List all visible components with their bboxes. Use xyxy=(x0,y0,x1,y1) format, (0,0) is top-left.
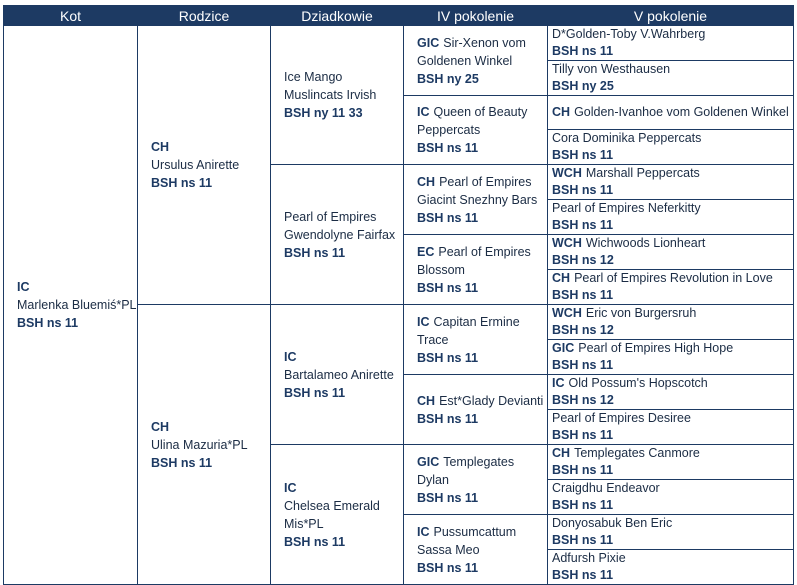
cat-cell xyxy=(4,26,138,585)
gen5-name: Donyosabuk Ben Eric xyxy=(552,516,673,530)
gen5-name: Marshall Peppercats xyxy=(585,166,700,180)
gen5-cell xyxy=(548,515,794,550)
gen5-cell xyxy=(548,270,794,305)
gen5-name: D*Golden-Toby V.Wahrberg xyxy=(552,27,706,41)
breed-code: BSH ny 25 xyxy=(552,79,614,93)
gen4-name: Pearl of Empires Giacint Snezhny Bars xyxy=(417,174,538,207)
breed-code: BSH ns 11 xyxy=(417,350,479,365)
breed-code: BSH ns 11 xyxy=(417,210,479,225)
title-badge: EC xyxy=(417,244,435,259)
gen5-cell xyxy=(548,410,794,445)
breed-code: BSH ns 11 xyxy=(284,385,346,400)
breed-code: BSH ns 12 xyxy=(552,393,614,407)
gen5-name: Pearl of Empires Desiree xyxy=(552,411,691,425)
title-badge: GIC xyxy=(417,454,440,469)
breed-code: BSH ns 11 xyxy=(284,534,346,549)
gen5-name: Pearl of Empires Revolution in Love xyxy=(574,271,773,285)
gen5-name: Cora Dominika Peppercats xyxy=(552,131,702,145)
title-badge: IC xyxy=(284,349,297,364)
title-badge: IC xyxy=(417,105,430,119)
gen5-cell xyxy=(548,96,794,130)
breed-code: BSH ns 11 xyxy=(552,358,614,372)
gen4-name: Sir-Xenon vom Goldenen Winkel xyxy=(417,35,526,68)
gen5-cell xyxy=(548,305,794,340)
gen5-cell xyxy=(548,375,794,410)
grandparent-name: Chelsea Emerald Mis*PL xyxy=(284,498,380,531)
header-row xyxy=(4,6,794,26)
title-badge: IC xyxy=(552,376,565,390)
gen5-name: Wichwoods Lionheart xyxy=(585,236,706,250)
parent-cell-dam xyxy=(138,305,271,585)
gen4-name: Templegates Dylan xyxy=(417,454,515,487)
gen4-cell xyxy=(404,26,548,96)
parent-name: Ulina Mazuria*PL xyxy=(151,437,248,452)
gen5-cell xyxy=(548,61,794,96)
gen5-name: Old Possum's Hopscotch xyxy=(568,376,708,390)
title-badge: WCH xyxy=(552,306,582,320)
header-gen5: V pokolenie xyxy=(548,6,794,26)
grandparent-name: Bartalameo Anirette xyxy=(284,367,394,382)
gen5-name: Golden-Ivanhoe vom Goldenen Winkel xyxy=(574,105,789,119)
gen4-cell xyxy=(404,165,548,235)
gen5-name: Craigdhu Endeavor xyxy=(552,481,660,495)
grandparent-cell xyxy=(271,26,404,165)
gen5-cell xyxy=(548,235,794,270)
breed-code: BSH ns 12 xyxy=(552,253,614,267)
breed-code: BSH ns 11 xyxy=(552,288,614,302)
cat-name: Marlenka Bluemiś*PL xyxy=(17,298,137,312)
breed-code: BSH ns 11 xyxy=(552,498,614,512)
gen5-cell xyxy=(548,445,794,480)
title-badge: CH xyxy=(417,393,436,408)
gen5-name: Pearl of Empires Neferkitty xyxy=(552,201,701,215)
title-badge: IC xyxy=(417,314,430,329)
grandparent-name: Pearl of Empires Gwendolyne Fairfax xyxy=(284,209,396,242)
breed-code: BSH ns 11 xyxy=(552,463,614,477)
breed-code: BSH ns 11 xyxy=(151,176,213,190)
breed-code: BSH ns 11 xyxy=(552,148,614,162)
gen5-name: Tilly von Westhausen xyxy=(552,62,671,76)
gen5-cell xyxy=(548,165,794,200)
breed-code: BSH ns 11 xyxy=(417,560,479,575)
gen5-cell xyxy=(548,200,794,235)
title-badge: WCH xyxy=(552,236,582,250)
gen4-name: Capitan Ermine Trace xyxy=(417,314,520,347)
header-grandparents: Dziadkowie xyxy=(271,6,404,26)
breed-code: BSH ns 11 xyxy=(284,245,346,260)
header-gen4: IV pokolenie xyxy=(404,6,548,26)
gen4-cell xyxy=(404,96,548,165)
breed-code: BSH ny 11 33 xyxy=(284,106,363,120)
parent-name: Ursulus Anirette xyxy=(151,158,240,172)
breed-code: BSH ns 11 xyxy=(552,44,614,58)
title-badge: GIC xyxy=(417,35,440,50)
gen4-cell xyxy=(404,515,548,585)
title-badge: IC xyxy=(284,480,297,495)
breed-code: BSH ns 11 xyxy=(552,183,614,197)
breed-code: BSH ns 11 xyxy=(417,280,479,295)
breed-code: BSH ns 11 xyxy=(552,218,614,232)
title-badge: CH xyxy=(552,271,571,285)
breed-code: BSH ns 11 xyxy=(552,428,614,442)
breed-code: BSH ns 11 xyxy=(417,490,479,505)
gen5-name: Adfursh Pixie xyxy=(552,551,626,565)
gen5-name: Pearl of Empires High Hope xyxy=(578,341,734,355)
gen5-cell xyxy=(548,480,794,515)
title-badge: CH xyxy=(151,140,170,154)
title-badge: WCH xyxy=(552,166,582,180)
pedigree-table xyxy=(3,5,794,585)
gen5-name: Eric von Burgersruh xyxy=(585,306,697,320)
title-badge: CH xyxy=(552,105,571,119)
gen5-cell xyxy=(548,550,794,585)
gen4-cell xyxy=(404,445,548,515)
grandparent-cell xyxy=(271,165,404,305)
breed-code: BSH ns 11 xyxy=(17,316,79,330)
title-badge: GIC xyxy=(552,341,575,355)
gen4-cell xyxy=(404,305,548,375)
header-parents: Rodzice xyxy=(138,6,271,26)
breed-code: BSH ns 11 xyxy=(151,455,213,470)
grandparent-cell xyxy=(271,305,404,445)
gen5-name: Templegates Canmore xyxy=(574,446,700,460)
breed-code: BSH ns 11 xyxy=(417,411,479,426)
title-badge: CH xyxy=(151,419,170,434)
gen5-cell xyxy=(548,26,794,61)
breed-code: BSH ns 11 xyxy=(552,533,614,547)
title-badge: CH xyxy=(417,174,436,189)
parent-cell-sire xyxy=(138,26,271,305)
breed-code: BSH ns 11 xyxy=(552,568,614,582)
breed-code: BSH ns 11 xyxy=(417,141,479,155)
breed-code: BSH ns 12 xyxy=(552,323,614,337)
gen4-name: Queen of Beauty Peppercats xyxy=(417,105,528,137)
gen4-name: Pearl of Empires Blossom xyxy=(417,244,531,277)
title-badge: IC xyxy=(417,524,430,539)
gen4-cell xyxy=(404,235,548,305)
grandparent-name: Ice Mango Muslincats Irvish xyxy=(284,70,377,102)
title-badge: IC xyxy=(17,280,30,294)
gen4-name: Est*Glady Devianti xyxy=(439,393,544,408)
title-badge: CH xyxy=(552,446,571,460)
header-cat: Kot xyxy=(4,6,138,26)
gen4-name: Pussumcattum Sassa Meo xyxy=(417,524,517,557)
gen5-cell xyxy=(548,130,794,165)
breed-code: BSH ny 25 xyxy=(417,71,479,86)
gen5-cell xyxy=(548,340,794,375)
grandparent-cell xyxy=(271,445,404,585)
gen4-cell xyxy=(404,375,548,445)
